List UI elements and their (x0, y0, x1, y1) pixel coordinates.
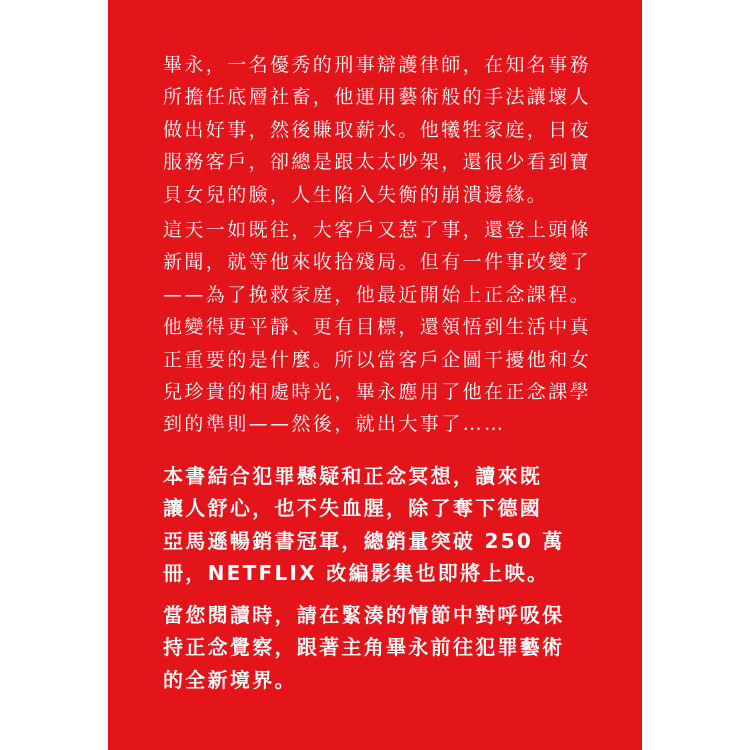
text-line: 貝女兒的臉，人生陷入失衡的崩潰邊緣。 (163, 183, 549, 206)
text-line: 所擔任底層社畜，他運用藝術般的手法讓壞人 (163, 86, 592, 109)
text-line: 讓人舒心，也不失血腥，除了奪下德國 (163, 496, 543, 521)
text-line: 服務客戶，卻總是跟太太吵架，還很少看到寶 (163, 151, 592, 174)
paragraph-reader-invitation (163, 599, 603, 696)
text-line: 新聞，就等他來收拾殘局。但有一件事改變了 (163, 251, 592, 274)
text-line: 這天一如既往，大客戶又惹了事，還登上頭條 (163, 219, 592, 241)
text-line: 冊，NETFLIX 改編影集也即將上映。 (163, 560, 550, 585)
paragraph-story-intro (163, 49, 603, 211)
text-line: 他變得更平靜、更有目標，還領悟到生活中真 (163, 316, 592, 339)
text-line: 本書結合犯罪懸疑和正念冥想，讀來既 (163, 464, 543, 488)
text-line: 兒珍貴的相處時光，畢永應用了他在正念課學 (163, 381, 592, 404)
text-line: 畢永，一名優秀的刑事辯護律師，在知名事務 (163, 54, 592, 76)
text-line: 到的準則——然後，就出大事了…… (163, 413, 506, 436)
text-line: 做出好事，然後賺取薪水。他犧牲家庭，日夜 (163, 118, 592, 141)
paragraph-book-highlights (163, 460, 603, 589)
red-text-panel (108, 0, 642, 750)
text-line: 持正念覺察，跟著主角畢永前往犯罪藝術 (163, 635, 565, 660)
paragraph-story-turn (163, 214, 603, 441)
text-line: 正重要的是什麼。所以當客戶企圖干擾他和女 (163, 348, 592, 371)
text-line: 當您閱讀時，請在緊湊的情節中對呼吸保 (163, 603, 565, 627)
text-line: ——為了挽救家庭，他最近開始上正念課程。 (163, 283, 592, 306)
text-line: 亞馬遜暢銷書冠軍，總銷量突破 250 萬 (163, 528, 565, 553)
text-line: 的全新境界。 (163, 667, 297, 692)
